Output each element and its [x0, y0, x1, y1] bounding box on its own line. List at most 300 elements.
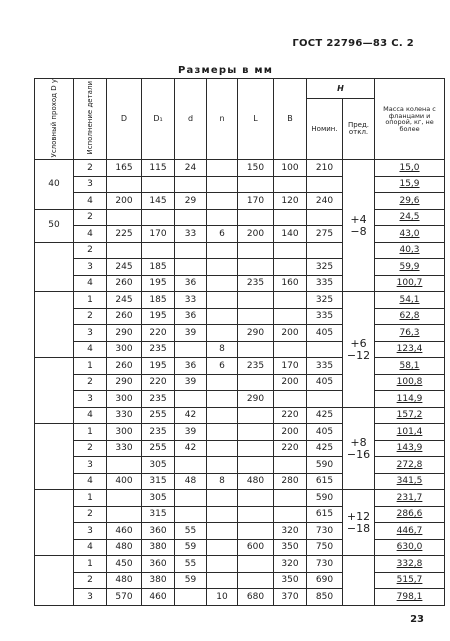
cell-H: 210 [307, 160, 343, 177]
cell-D1: 235 [142, 424, 175, 441]
cell-n [207, 391, 238, 408]
cell-D1: 255 [142, 407, 175, 424]
cell-d [175, 391, 207, 408]
cell-H: 590 [307, 490, 343, 507]
cell-L [238, 523, 274, 540]
col-header-variant: Исполнение детали [74, 79, 107, 160]
cell-n [207, 407, 238, 424]
table-row [35, 457, 445, 474]
cell-mass: 332,8 [375, 556, 445, 573]
cell-mass: 24,5 [375, 209, 445, 226]
cell-d: 59 [175, 539, 207, 556]
cell-L: 150 [238, 160, 274, 177]
cell-D [107, 457, 142, 474]
col-header-L: L [238, 79, 274, 160]
cell-tolerance: +8 −16 [343, 407, 375, 490]
cell-D: 400 [107, 473, 142, 490]
cell-D: 450 [107, 556, 142, 573]
cell-d [175, 490, 207, 507]
cell-variant: 2 [74, 209, 107, 226]
cell-d [175, 209, 207, 226]
cell-dy [35, 556, 74, 606]
cell-D: 290 [107, 374, 142, 391]
cell-B: 220 [274, 440, 307, 457]
cell-H: 590 [307, 457, 343, 474]
cell-B [274, 341, 307, 358]
cell-mass: 630,0 [375, 539, 445, 556]
cell-H: 615 [307, 506, 343, 523]
cell-d: 33 [175, 226, 207, 243]
cell-dy: 50 [35, 209, 74, 242]
cell-variant: 2 [74, 308, 107, 325]
cell-D: 480 [107, 539, 142, 556]
table-row [35, 341, 445, 358]
cell-D1: 195 [142, 358, 175, 375]
cell-variant: 4 [74, 473, 107, 490]
cell-dy [35, 242, 74, 292]
cell-B: 160 [274, 275, 307, 292]
cell-L [238, 374, 274, 391]
cell-dy [35, 490, 74, 556]
cell-mass: 58,1 [375, 358, 445, 375]
cell-mass: 43,0 [375, 226, 445, 243]
table-row [35, 292, 445, 309]
cell-D1 [142, 209, 175, 226]
cell-variant: 1 [74, 556, 107, 573]
cell-B: 100 [274, 160, 307, 177]
cell-variant: 1 [74, 292, 107, 309]
cell-B [274, 176, 307, 193]
cell-D1: 235 [142, 391, 175, 408]
cell-D1: 195 [142, 308, 175, 325]
cell-d: 55 [175, 556, 207, 573]
cell-variant: 2 [74, 374, 107, 391]
cell-H: 850 [307, 589, 343, 606]
cell-D [107, 490, 142, 507]
cell-L [238, 308, 274, 325]
table-row [35, 506, 445, 523]
col-header-d: d [175, 79, 207, 160]
cell-mass: 100,8 [375, 374, 445, 391]
table-row [35, 523, 445, 540]
cell-D1: 235 [142, 341, 175, 358]
cell-D1: 315 [142, 473, 175, 490]
cell-variant: 3 [74, 391, 107, 408]
cell-D: 290 [107, 325, 142, 342]
col-header-D1: D₁ [142, 79, 175, 160]
cell-variant: 1 [74, 358, 107, 375]
cell-D1: 380 [142, 572, 175, 589]
cell-d [175, 457, 207, 474]
cell-mass: 101,4 [375, 424, 445, 441]
page-header: ГОСТ 22796—83 С. 2 [292, 38, 414, 49]
cell-L: 200 [238, 226, 274, 243]
cell-H [307, 176, 343, 193]
cell-L [238, 556, 274, 573]
cell-n [207, 259, 238, 276]
cell-H: 750 [307, 539, 343, 556]
cell-L [238, 572, 274, 589]
page-number: 23 [410, 614, 424, 625]
cell-D [107, 506, 142, 523]
cell-mass: 123,4 [375, 341, 445, 358]
cell-variant: 4 [74, 275, 107, 292]
cell-H: 730 [307, 556, 343, 573]
cell-variant: 1 [74, 424, 107, 441]
cell-B [274, 292, 307, 309]
cell-D1: 315 [142, 506, 175, 523]
cell-D [107, 242, 142, 259]
cell-n [207, 490, 238, 507]
cell-B: 200 [274, 424, 307, 441]
cell-D1: 460 [142, 589, 175, 606]
cell-variant: 3 [74, 457, 107, 474]
cell-H: 240 [307, 193, 343, 210]
cell-H: 730 [307, 523, 343, 540]
cell-variant: 3 [74, 176, 107, 193]
cell-H: 325 [307, 259, 343, 276]
cell-d: 39 [175, 374, 207, 391]
cell-L: 290 [238, 325, 274, 342]
cell-D: 260 [107, 308, 142, 325]
cell-L [238, 457, 274, 474]
cell-D1: 360 [142, 523, 175, 540]
table-row [35, 242, 445, 259]
cell-mass: 15,9 [375, 176, 445, 193]
cell-H [307, 341, 343, 358]
col-header-nom: Номин. [307, 99, 343, 160]
table-row [35, 193, 445, 210]
cell-D1: 360 [142, 556, 175, 573]
table-row [35, 325, 445, 342]
cell-D: 300 [107, 341, 142, 358]
cell-D1: 170 [142, 226, 175, 243]
cell-tolerance: +6 −12 [343, 292, 375, 408]
cell-D1: 255 [142, 440, 175, 457]
col-header-dy: Условный проход D у [35, 79, 74, 160]
cell-d: 55 [175, 523, 207, 540]
cell-d: 36 [175, 275, 207, 292]
cell-H: 275 [307, 226, 343, 243]
table-caption: Размеры в мм [178, 65, 274, 76]
cell-d: 24 [175, 160, 207, 177]
cell-d: 42 [175, 440, 207, 457]
cell-H [307, 391, 343, 408]
table-row [35, 308, 445, 325]
cell-D: 570 [107, 589, 142, 606]
col-header-D: D [107, 79, 142, 160]
cell-D1: 305 [142, 457, 175, 474]
cell-tolerance: +4 −8 [343, 160, 375, 292]
table-row [35, 160, 445, 177]
cell-B: 280 [274, 473, 307, 490]
cell-variant: 2 [74, 572, 107, 589]
cell-D: 200 [107, 193, 142, 210]
table-row [35, 556, 445, 573]
cell-variant: 3 [74, 523, 107, 540]
cell-B: 320 [274, 523, 307, 540]
cell-n: 8 [207, 473, 238, 490]
cell-n [207, 242, 238, 259]
cell-D: 300 [107, 391, 142, 408]
cell-D1: 185 [142, 259, 175, 276]
cell-B: 370 [274, 589, 307, 606]
cell-d [175, 341, 207, 358]
cell-D [107, 176, 142, 193]
cell-D1: 220 [142, 325, 175, 342]
cell-D: 460 [107, 523, 142, 540]
cell-B [274, 457, 307, 474]
table-row [35, 490, 445, 507]
cell-variant: 1 [74, 490, 107, 507]
cell-n [207, 457, 238, 474]
cell-B [274, 209, 307, 226]
cell-n [207, 160, 238, 177]
cell-n [207, 275, 238, 292]
table-row [35, 539, 445, 556]
cell-D1: 305 [142, 490, 175, 507]
cell-d: 36 [175, 358, 207, 375]
cell-B: 200 [274, 374, 307, 391]
cell-mass: 54,1 [375, 292, 445, 309]
cell-B: 220 [274, 407, 307, 424]
cell-B [274, 259, 307, 276]
cell-L: 170 [238, 193, 274, 210]
cell-d [175, 242, 207, 259]
col-header-n: n [207, 79, 238, 160]
cell-L: 235 [238, 358, 274, 375]
cell-D: 330 [107, 440, 142, 457]
cell-d [175, 259, 207, 276]
cell-L [238, 506, 274, 523]
col-header-B: B [274, 79, 307, 160]
cell-variant: 3 [74, 589, 107, 606]
cell-n: 8 [207, 341, 238, 358]
cell-D: 260 [107, 275, 142, 292]
cell-mass: 515,7 [375, 572, 445, 589]
cell-L [238, 242, 274, 259]
cell-mass: 59,9 [375, 259, 445, 276]
col-header-H: H [307, 79, 375, 99]
cell-L [238, 424, 274, 441]
cell-D1 [142, 242, 175, 259]
cell-d [175, 506, 207, 523]
cell-L [238, 176, 274, 193]
cell-B [274, 391, 307, 408]
cell-d: 33 [175, 292, 207, 309]
cell-mass: 100,7 [375, 275, 445, 292]
cell-D [107, 209, 142, 226]
cell-H [307, 242, 343, 259]
cell-H: 335 [307, 275, 343, 292]
cell-H: 325 [307, 292, 343, 309]
table-body [35, 160, 445, 606]
cell-D: 480 [107, 572, 142, 589]
cell-H [307, 209, 343, 226]
cell-D1: 380 [142, 539, 175, 556]
cell-D1: 220 [142, 374, 175, 391]
cell-D: 330 [107, 407, 142, 424]
cell-n [207, 374, 238, 391]
cell-H: 425 [307, 407, 343, 424]
cell-variant: 4 [74, 193, 107, 210]
cell-mass: 62,8 [375, 308, 445, 325]
cell-mass: 15,0 [375, 160, 445, 177]
cell-D: 245 [107, 292, 142, 309]
cell-B: 200 [274, 325, 307, 342]
cell-n: 10 [207, 589, 238, 606]
cell-D: 225 [107, 226, 142, 243]
cell-L: 480 [238, 473, 274, 490]
cell-d: 42 [175, 407, 207, 424]
cell-variant: 2 [74, 506, 107, 523]
cell-L [238, 407, 274, 424]
cell-B: 350 [274, 572, 307, 589]
table-row [35, 275, 445, 292]
cell-dy: 40 [35, 160, 74, 210]
cell-mass: 114,9 [375, 391, 445, 408]
cell-mass: 143,9 [375, 440, 445, 457]
table-row [35, 407, 445, 424]
cell-n [207, 523, 238, 540]
table-row [35, 440, 445, 457]
cell-n [207, 539, 238, 556]
cell-B [274, 490, 307, 507]
table-row [35, 226, 445, 243]
cell-n [207, 572, 238, 589]
cell-D1: 115 [142, 160, 175, 177]
cell-B: 140 [274, 226, 307, 243]
cell-d: 29 [175, 193, 207, 210]
cell-variant: 4 [74, 407, 107, 424]
cell-H: 615 [307, 473, 343, 490]
cell-D: 260 [107, 358, 142, 375]
cell-variant: 4 [74, 539, 107, 556]
cell-D1: 185 [142, 292, 175, 309]
cell-n [207, 292, 238, 309]
table-row [35, 358, 445, 375]
cell-n [207, 308, 238, 325]
cell-D: 245 [107, 259, 142, 276]
cell-mass: 341,5 [375, 473, 445, 490]
cell-variant: 3 [74, 259, 107, 276]
table-row [35, 391, 445, 408]
cell-n [207, 506, 238, 523]
cell-mass: 157,2 [375, 407, 445, 424]
cell-L: 600 [238, 539, 274, 556]
cell-tolerance [343, 556, 375, 606]
table-row [35, 259, 445, 276]
cell-B: 320 [274, 556, 307, 573]
cell-n [207, 424, 238, 441]
cell-B: 350 [274, 539, 307, 556]
cell-D1: 145 [142, 193, 175, 210]
cell-n: 6 [207, 358, 238, 375]
cell-D1 [142, 176, 175, 193]
cell-L [238, 259, 274, 276]
cell-L: 290 [238, 391, 274, 408]
cell-mass: 272,8 [375, 457, 445, 474]
cell-dy [35, 292, 74, 358]
cell-L [238, 341, 274, 358]
cell-variant: 2 [74, 440, 107, 457]
cell-L [238, 292, 274, 309]
cell-mass: 40,3 [375, 242, 445, 259]
cell-B: 170 [274, 358, 307, 375]
cell-mass: 76,3 [375, 325, 445, 342]
col-header-mass: Масса колена с фланцами и опорой, кг, не более [375, 79, 445, 160]
cell-n [207, 325, 238, 342]
table-row [35, 473, 445, 490]
table-row [35, 589, 445, 606]
cell-n: 6 [207, 226, 238, 243]
cell-mass: 286,6 [375, 506, 445, 523]
cell-dy [35, 424, 74, 490]
cell-L [238, 490, 274, 507]
cell-H: 690 [307, 572, 343, 589]
table-row [35, 572, 445, 589]
cell-mass: 231,7 [375, 490, 445, 507]
cell-mass: 29,6 [375, 193, 445, 210]
cell-H: 405 [307, 424, 343, 441]
cell-B [274, 506, 307, 523]
cell-n [207, 176, 238, 193]
cell-L [238, 209, 274, 226]
cell-H: 425 [307, 440, 343, 457]
dimensions-table [34, 78, 445, 606]
cell-variant: 2 [74, 160, 107, 177]
cell-d: 48 [175, 473, 207, 490]
cell-B: 120 [274, 193, 307, 210]
cell-n [207, 440, 238, 457]
cell-d: 59 [175, 572, 207, 589]
cell-D: 300 [107, 424, 142, 441]
cell-mass: 798,1 [375, 589, 445, 606]
cell-L: 235 [238, 275, 274, 292]
cell-variant: 2 [74, 242, 107, 259]
table-row [35, 424, 445, 441]
cell-B [274, 242, 307, 259]
cell-d: 36 [175, 308, 207, 325]
cell-B [274, 308, 307, 325]
cell-variant: 4 [74, 341, 107, 358]
table-row [35, 209, 445, 226]
cell-H: 405 [307, 325, 343, 342]
cell-mass: 446,7 [375, 523, 445, 540]
cell-d [175, 176, 207, 193]
table-row [35, 176, 445, 193]
table-row [35, 374, 445, 391]
cell-variant: 4 [74, 226, 107, 243]
cell-L: 680 [238, 589, 274, 606]
cell-D: 165 [107, 160, 142, 177]
cell-variant: 3 [74, 325, 107, 342]
cell-H: 335 [307, 308, 343, 325]
cell-dy [35, 358, 74, 424]
cell-d: 39 [175, 424, 207, 441]
cell-n [207, 193, 238, 210]
cell-d [175, 589, 207, 606]
cell-D1: 195 [142, 275, 175, 292]
cell-d: 39 [175, 325, 207, 342]
cell-n [207, 556, 238, 573]
col-header-dev: Пред. откл. [343, 99, 375, 160]
cell-H: 335 [307, 358, 343, 375]
cell-L [238, 440, 274, 457]
cell-n [207, 209, 238, 226]
cell-tolerance: +12 −18 [343, 490, 375, 556]
cell-H: 405 [307, 374, 343, 391]
